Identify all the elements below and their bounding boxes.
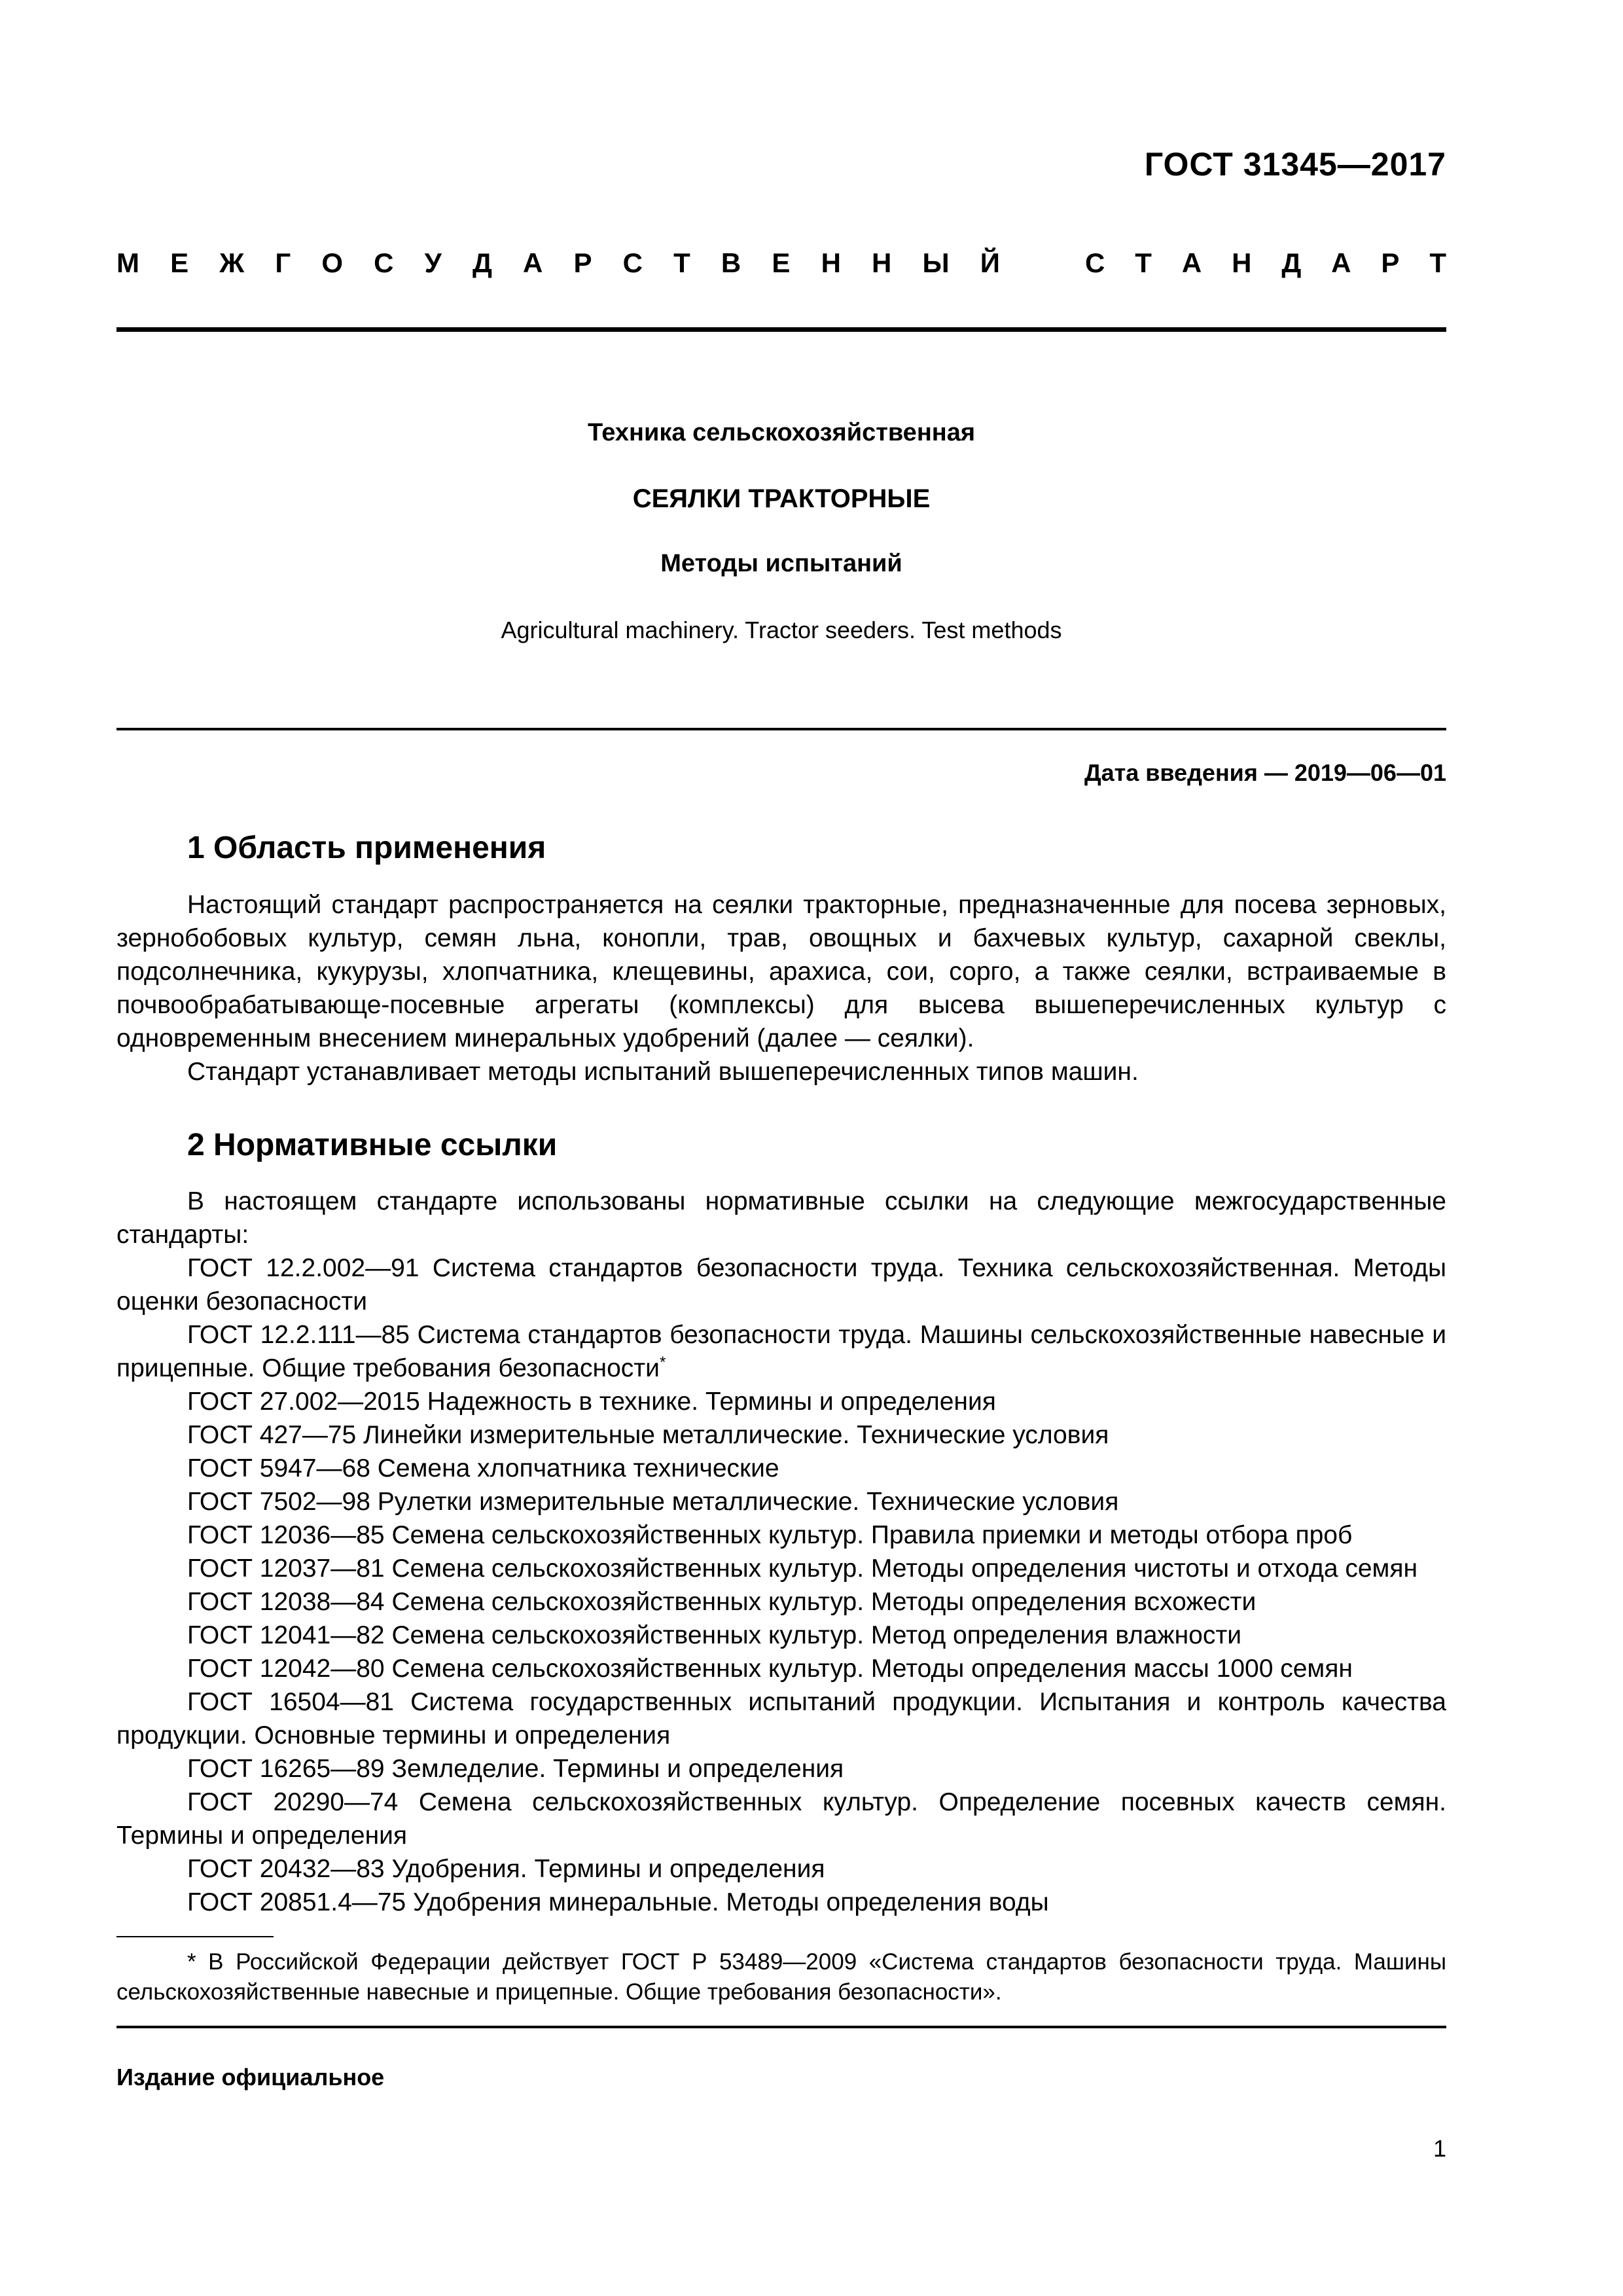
letter: Р (1381, 247, 1400, 278)
title-methods: Методы испытаний (660, 550, 902, 577)
letter: Н (872, 247, 892, 278)
reference-text: ГОСТ 12.2.111—85 Система стандартов безопасности труда. Машины сельскохозяйственные навесные и прицепные. Общие требования безопасности (116, 1321, 1446, 1382)
letter: Н (1232, 247, 1252, 278)
standard-number: ГОСТ 31345—2017 (1144, 146, 1446, 183)
reference-item: ГОСТ 12041—82 Семена сельскохозяйственных культур. Метод определения влажности (187, 1621, 1241, 1649)
letter: С (374, 247, 394, 278)
letter: Е (772, 247, 791, 278)
letter: Т (1429, 247, 1446, 278)
reference-item: ГОСТ 427—75 Линейки измерительные металлические. Технические условия (187, 1421, 1109, 1449)
reference-item: ГОСТ 12.2.002—91 Система стандартов безопасности труда. Техника сельскохозяйственная. Методы оценки безопасности (116, 1254, 1446, 1316)
interstate-word (116, 247, 1000, 279)
reference-item: ГОСТ 16265—89 Земледелие. Термины и определения (187, 1755, 844, 1783)
page-number: 1 (1433, 2135, 1446, 2162)
letter: Д (472, 247, 492, 278)
section-1-title: 1 Область применения (187, 831, 546, 865)
letter: С (1085, 247, 1105, 278)
letter: М (116, 247, 139, 278)
header-divider (116, 327, 1446, 332)
letter: Ж (219, 247, 245, 278)
title-subject: Техника сельскохозяйственная (587, 419, 976, 446)
paragraph: Настоящий стандарт распространяется на сеялки тракторные, предназначенные для посева зерновых, зернобобовых культур, семян льна, конопли, трав, овощных и бахчевых культур, сахарной свеклы, подсолнечника, кукурузы, хлопчатника, клещевины, арахиса, сои, сорго, а также сеялки, встраиваемые в почвообрабатывающе-посевные агрегаты (комплексы) для высева вышеперечисленных культур с одновременным внесением минеральных удобрений (далее — сеялки). (116, 891, 1446, 1052)
footnote-marker: * (659, 1354, 666, 1371)
letter: Т (1135, 247, 1152, 278)
interstate-standard-heading (116, 247, 1446, 279)
letter: Р (573, 247, 592, 278)
letter: Т (673, 247, 690, 278)
footnote-text: * В Российской Федерации действует ГОСТ Р 53489—2009 «Система стандартов безопасности труда. Машины сельскохозяйственные навесные и прицепные. Общие требования безопасности». (116, 1949, 1446, 2005)
footnote (116, 1947, 1446, 2007)
letter: У (424, 247, 442, 278)
reference-item: ГОСТ 16504—81 Система государственных испытаний продукции. Испытания и контроль качества продукции. Основные термины и определения (116, 1688, 1446, 1749)
letter: А (1331, 247, 1351, 278)
letter: А (1181, 247, 1202, 278)
paragraph: В настоящем стандарте использованы нормативные ссылки на следующие межгосударственные стандарты: (116, 1187, 1446, 1249)
reference-item: ГОСТ 12037—81 Семена сельскохозяйственных культур. Методы определения чистоты и отхода семян (187, 1554, 1418, 1583)
reference-item: ГОСТ 12036—85 Семена сельскохозяйственных культур. Правила приемки и методы отбора проб (187, 1521, 1353, 1549)
footnote-separator (116, 1936, 274, 1937)
letter: Е (170, 247, 189, 278)
letter: Н (821, 247, 841, 278)
reference-item: ГОСТ 20851.4—75 Удобрения минеральные. Методы определения воды (187, 1888, 1049, 1916)
title-divider (116, 728, 1446, 730)
letter: В (721, 247, 741, 278)
letter: А (523, 247, 543, 278)
footer-divider (116, 2026, 1446, 2028)
letter: О (321, 247, 344, 278)
paragraph: Стандарт устанавливает методы испытаний вышеперечисленных типов машин. (187, 1058, 1139, 1086)
reference-item (116, 1318, 1446, 1385)
title-english: Agricultural machinery. Tractor seeders. Test methods (501, 617, 1062, 643)
letter: Ы (922, 247, 950, 278)
section-1-body (116, 888, 1446, 1088)
reference-item: ГОСТ 5947—68 Семена хлопчатника технические (187, 1454, 779, 1482)
reference-item: ГОСТ 20290—74 Семена сельскохозяйственных культур. Определение посевных качеств семян. Термины и определения (116, 1788, 1446, 1850)
reference-item: ГОСТ 27.002—2015 Надежность в технике. Термины и определения (187, 1388, 996, 1416)
letter: Г (275, 247, 291, 278)
reference-item: ГОСТ 7502—98 Рулетки измерительные металлические. Технические условия (187, 1488, 1119, 1516)
introduction-date: Дата введения — 2019—06—01 (1084, 759, 1446, 786)
letter: Д (1281, 247, 1302, 278)
section-2-body (116, 1185, 1446, 1919)
standard-word (1085, 247, 1446, 279)
letter: Й (980, 247, 1000, 278)
reference-item: ГОСТ 12042—80 Семена сельскохозяйственных культур. Методы определения массы 1000 семян (187, 1655, 1353, 1683)
edition-label: Издание официальное (116, 2064, 385, 2090)
title-main: СЕЯЛКИ ТРАКТОРНЫЕ (632, 484, 931, 513)
letter: С (622, 247, 643, 278)
reference-item: ГОСТ 12038—84 Семена сельскохозяйственных культур. Методы определения всхожести (187, 1588, 1257, 1616)
section-2-title: 2 Нормативные ссылки (187, 1128, 558, 1162)
reference-item: ГОСТ 20432—83 Удобрения. Термины и определения (187, 1855, 825, 1883)
